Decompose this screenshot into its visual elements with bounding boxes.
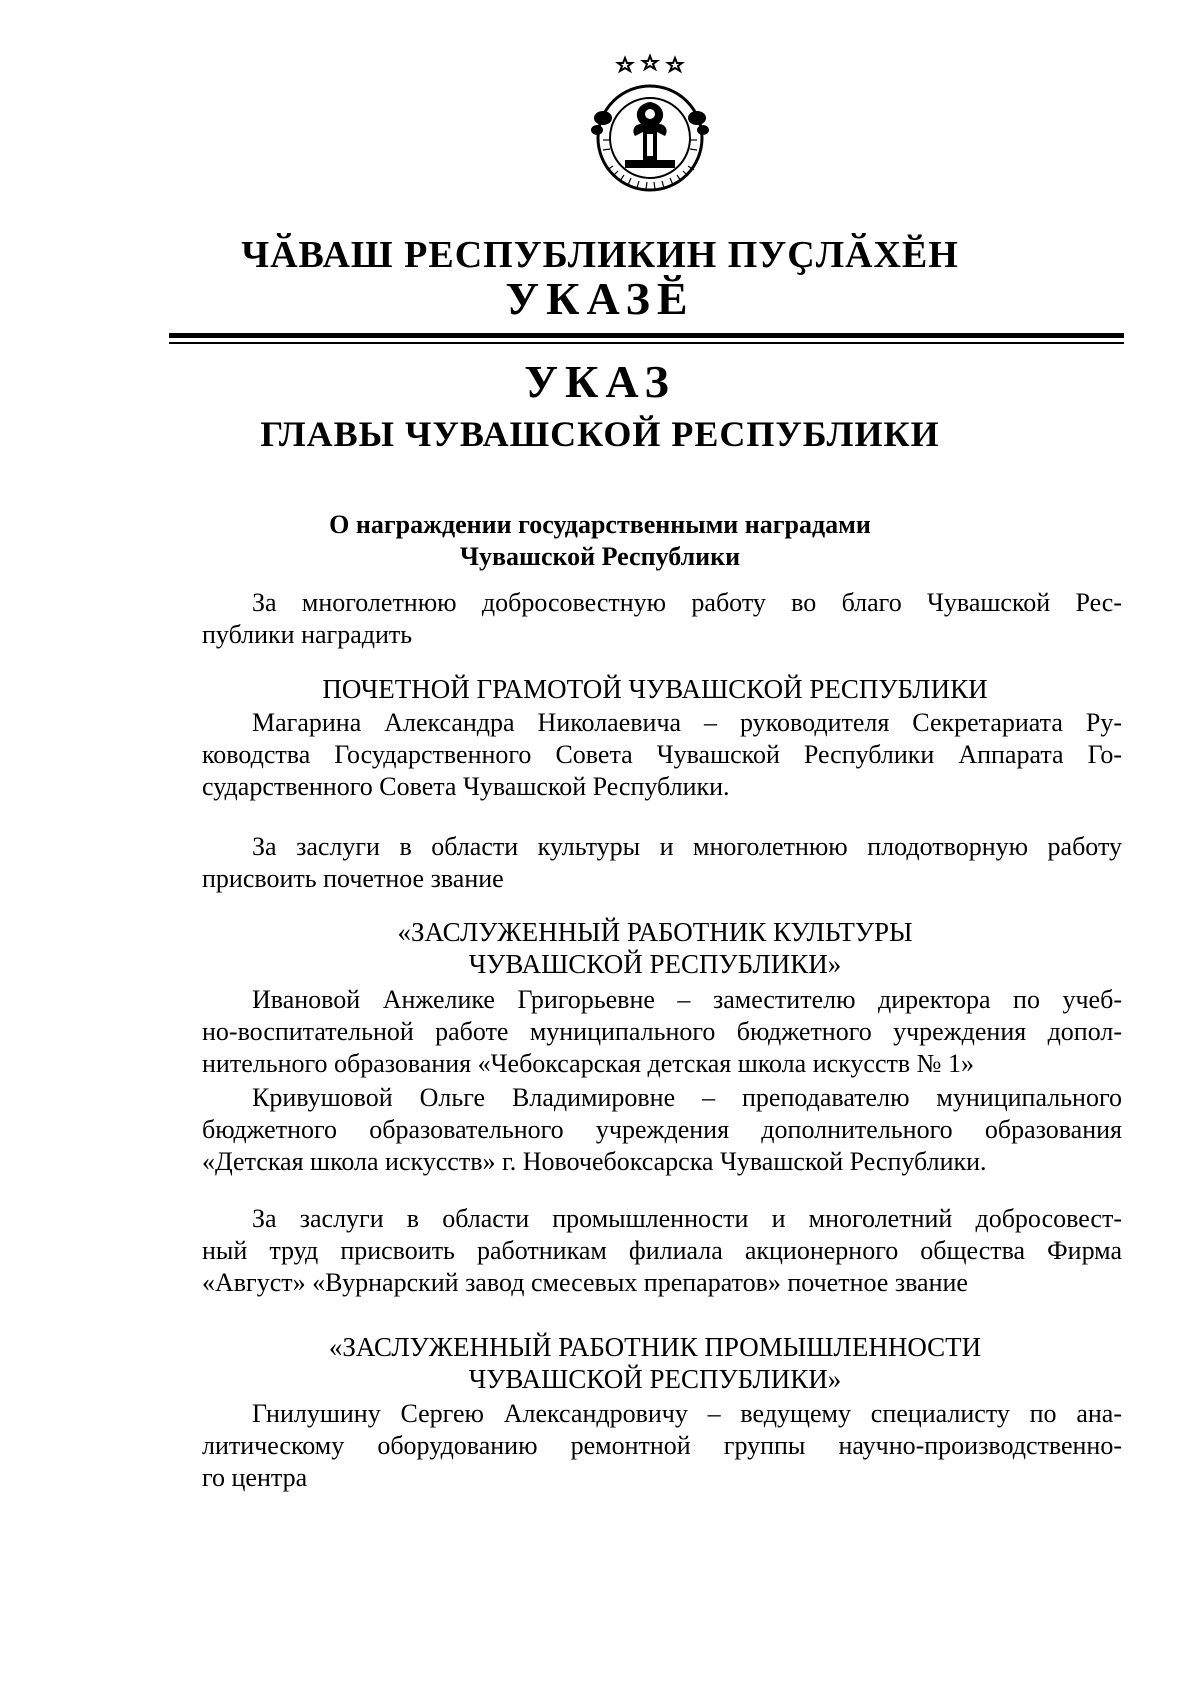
body-line: литическому оборудованию ремонтной группы научно-производственно- [202, 1431, 1122, 1460]
body-line: бюджетного образовательного учреждения дополнительного образования [202, 1115, 1122, 1144]
award-title: «ЗАСЛУЖЕННЫЙ РАБОТНИК ПРОМЫШЛЕННОСТИ [328, 1332, 982, 1362]
award-title: ПОЧЕТНОЙ ГРАМОТОЙ ЧУВАШСКОЙ РЕСПУБЛИКИ [322, 674, 988, 704]
russian-title: ГЛАВЫ ЧУВАШСКОЙ РЕСПУБЛИКИ [260, 414, 940, 454]
chuvash-decree-heading: УКАЗӖ [505, 273, 695, 324]
body-line: ный труд присвоить работникам филиала акционерного общества Фирма [202, 1236, 1122, 1265]
coat-of-arms-emblem [577, 50, 723, 200]
body-line: нительного образования «Чебоксарская детская школа искусств № 1» [202, 1049, 974, 1078]
body-line: «Август» «Вурнарский завод смесевых препаратов» почетное звание [202, 1268, 968, 1297]
body-line: «Детская школа искусств» г. Новочебоксарска Чувашской Республики. [202, 1147, 987, 1176]
body-line: присвоить почетное звание [202, 864, 504, 893]
body-line: сударственного Совета Чувашской Республики. [202, 772, 730, 801]
body-line: За заслуги в области промышленности и многолетний добросовест- [252, 1204, 1122, 1233]
body-line: За заслуги в области культуры и многолетнюю плодотворную работу [252, 832, 1122, 861]
header-divider-thin [169, 342, 1124, 344]
award-title: «ЗАСЛУЖЕННЫЙ РАБОТНИК КУЛЬТУРЫ [397, 917, 913, 947]
body-line: За многолетнюю добросовестную работу во благо Чувашской Рес- [252, 588, 1122, 617]
body-line: Ивановой Анжелике Григорьевне – заместителю директора по учеб- [252, 985, 1122, 1014]
russian-decree-heading: УКАЗ [524, 356, 676, 407]
chuvash-title: ЧӐВАШ РЕСПУБЛИКИН ПУҪЛӐХӖН [241, 234, 959, 276]
award-title: ЧУВАШСКОЙ РЕСПУБЛИКИ» [468, 1364, 842, 1394]
decree-subject-line: Чувашской Республики [459, 542, 741, 571]
body-line: Кривушовой Ольге Владимировне – преподавателю муниципального [252, 1083, 1122, 1112]
body-line: ководства Государственного Совета Чувашской Республики Аппарата Го- [202, 740, 1122, 769]
header-divider-thick [169, 333, 1124, 338]
body-line: Магарина Александра Николаевича – руководителя Секретариата Ру- [252, 708, 1122, 737]
body-line: но-воспитательной работе муниципального бюджетного учреждения допол- [202, 1017, 1122, 1046]
award-title: ЧУВАШСКОЙ РЕСПУБЛИКИ» [468, 949, 842, 979]
decree-subject-line: О награждении государственными наградами [329, 510, 871, 539]
body-line: го центра [202, 1463, 308, 1492]
body-line: публики наградить [202, 620, 413, 649]
body-line: Гнилушину Сергею Александровичу – ведущему специалисту по ана- [252, 1399, 1122, 1428]
